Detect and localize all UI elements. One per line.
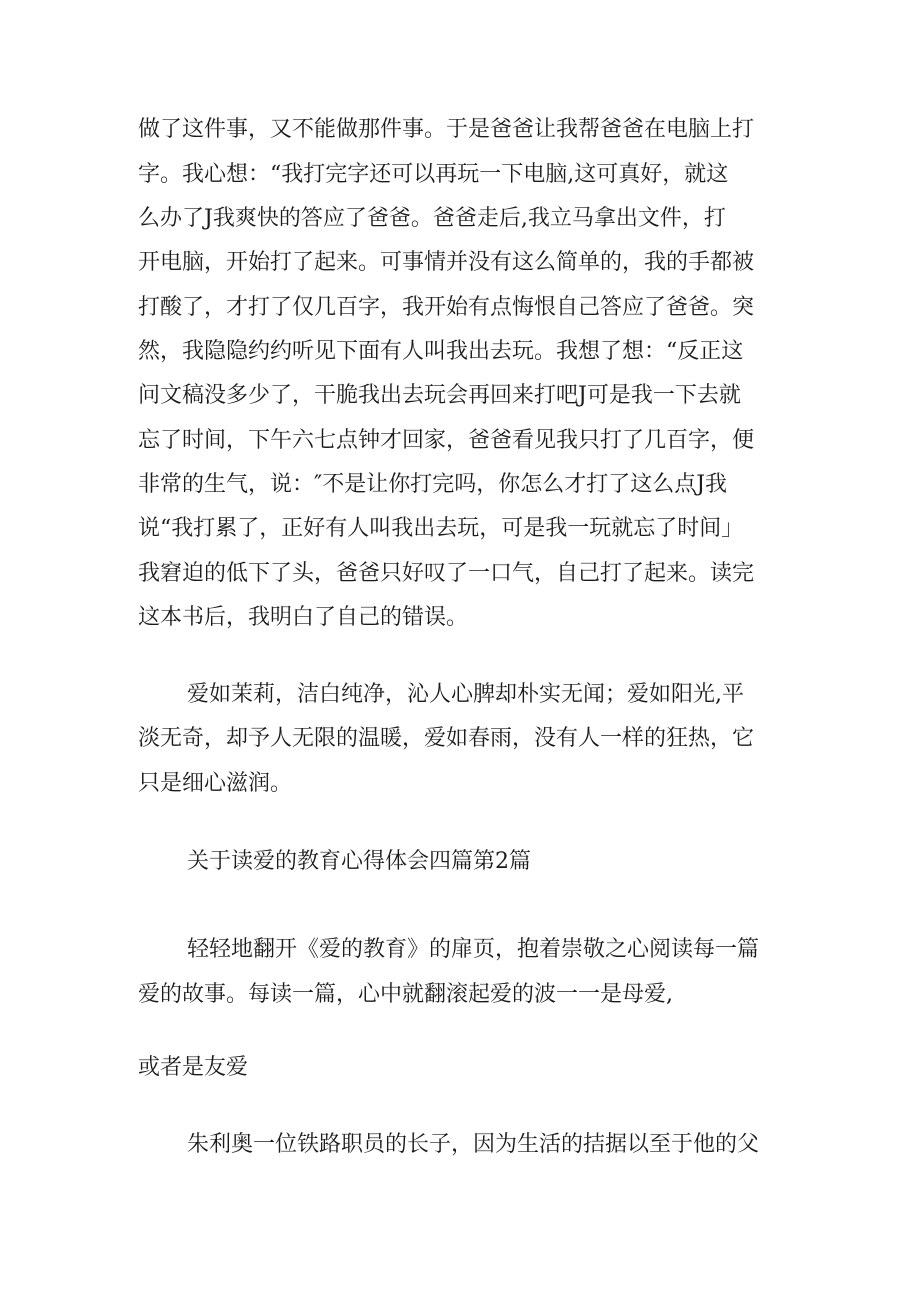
paragraph-1-line-6: 然，我隐隐约约听见下面有人叫我出去玩。我想了想：“反正这 xyxy=(138,339,744,364)
section-heading: 关于读爱的教育心得体会四篇第2篇 xyxy=(187,849,531,874)
paragraph-1-line-1: 做了这件事，又不能做那件事。于是爸爸让我帮爸爸在电脑上打 xyxy=(138,117,755,142)
paragraph-2-line-3: 只是细心滋润。 xyxy=(138,771,293,796)
paragraph-1-line-3: 么办了J我爽快的答应了爸爸。爸爸走后,我立马拿出文件，打 xyxy=(138,206,726,231)
paragraph-3-line-1: 轻轻地翻开《爱的教育》的扉页，抱着崇敬之心阅读每一篇 xyxy=(187,937,760,962)
paragraph-5-line-1: 朱利奥一位铁路职员的长子，因为生活的拮据以至于他的父 xyxy=(187,1132,760,1157)
paragraph-3-line-2: 爱的故事。每读一篇，心中就翻滚起爱的波一一是母爱, xyxy=(138,982,673,1007)
paragraph-1-line-4: 开电脑，开始打了起来。可事情并没有这么简单的，我的手都被 xyxy=(138,250,755,275)
paragraph-2-line-2: 淡无奇，却予人无限的温暖，爱如春雨，没有人一样的狂热，它 xyxy=(138,726,755,751)
paragraph-1-line-12: 这本书后，我明白了自己的错误。 xyxy=(138,605,469,630)
paragraph-2-line-1: 爱如茉莉，洁白纯净，沁人心脾却朴实无闻；爱如阳光,平 xyxy=(187,682,744,707)
paragraph-1-line-10: 说“我打累了，正好有人叫我出去玩，可是我一玩就忘了时间」 xyxy=(138,516,744,541)
paragraph-1-line-2: 字。我心想：“我打完字还可以再玩一下电脑,这可真好，就这 xyxy=(138,162,729,187)
paragraph-1-line-7: 问文稿没多少了，干脆我出去玩会再回来打吧J可是我一下去就 xyxy=(138,383,741,408)
paragraph-1-line-11: 我窘迫的低下了头，爸爸只好叹了一口气，自己打了起来。读完 xyxy=(138,561,755,586)
paragraph-1-line-5: 打酸了，才打了仅几百字，我开始有点悔恨自己答应了爸爸。突 xyxy=(138,295,755,320)
paragraph-1-line-8: 忘了时间，下午六七点钟才回家，爸爸看见我只打了几百字，便 xyxy=(138,428,755,453)
paragraph-1-line-9: 非常的生气，说：″不是让你打完吗，你怎么才打了这么点J我 xyxy=(138,472,728,497)
paragraph-4: 或者是友爱 xyxy=(138,1055,249,1080)
